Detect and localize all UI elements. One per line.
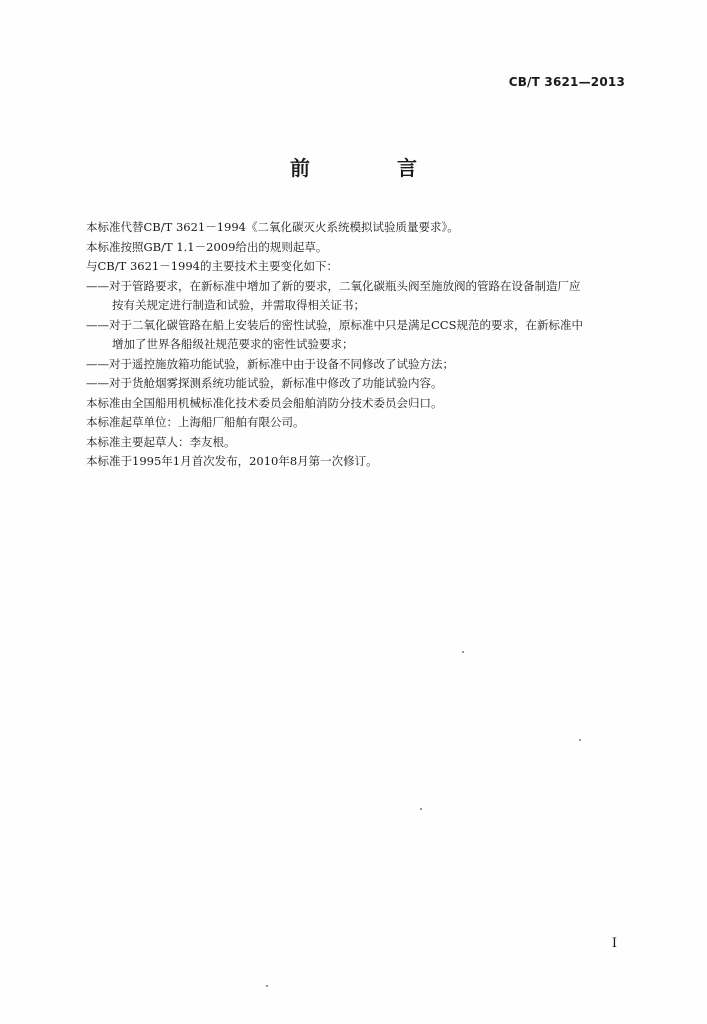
page-title: 前 言 — [290, 156, 457, 180]
change-item-tightness-cont: 增加了世界各船级社规范要求的密性试验要求； — [112, 337, 354, 351]
change-item-piping-cont: 按有关规定进行制造和试验，并需取得相关证书； — [112, 298, 365, 312]
paragraph-drafter: 本标准主要起草人：李友根。 — [86, 434, 236, 449]
paragraph-committee: 本标准由全国船用机械标准化技术委员会船舶消防分技术委员会归口。 — [86, 395, 443, 410]
scan-speck — [420, 808, 422, 810]
paragraph-changes-intro: 与CB/T 3621－1994的主要技术主要变化如下： — [86, 259, 338, 273]
paragraph-drafting-rules: 本标准按照GB/T 1.1－2009给出的规则起草。 — [86, 239, 328, 254]
scan-speck — [579, 739, 581, 741]
change-item-piping: ——对于管路要求，在新标准中增加了新的要求，二氧化碳瓶头阀至施放阀的管路在设备制造厂应 — [86, 278, 581, 293]
scan-speck — [462, 651, 464, 653]
change-item-remote-release: ——对于遥控施放箱功能试验，新标准中由于设备不同修改了试验方法； — [86, 356, 454, 371]
change-item-smoke-detection: ——对于货舱烟雾探测系统功能试验，新标准中修改了功能试验内容。 — [86, 376, 443, 390]
foreword-body — [86, 218, 646, 472]
paragraph-history: 本标准于1995年1月首次发布，2010年8月第一次修订。 — [86, 454, 378, 468]
scan-speck — [266, 985, 268, 987]
paragraph-drafting-unit: 本标准起草单位：上海船厂船舶有限公司。 — [86, 415, 305, 429]
paragraph-replaces: 本标准代替CB/T 3621－1994《二氧化碳灭火系统模拟试验质量要求》。 — [86, 220, 459, 234]
change-item-tightness: ——对于二氧化碳管路在船上安装后的密性试验，原标准中只是满足CCS规范的要求，在新标准中 — [86, 317, 583, 332]
page-number: I — [611, 936, 617, 951]
standard-code: CB/T 3621—2013 — [508, 75, 625, 89]
